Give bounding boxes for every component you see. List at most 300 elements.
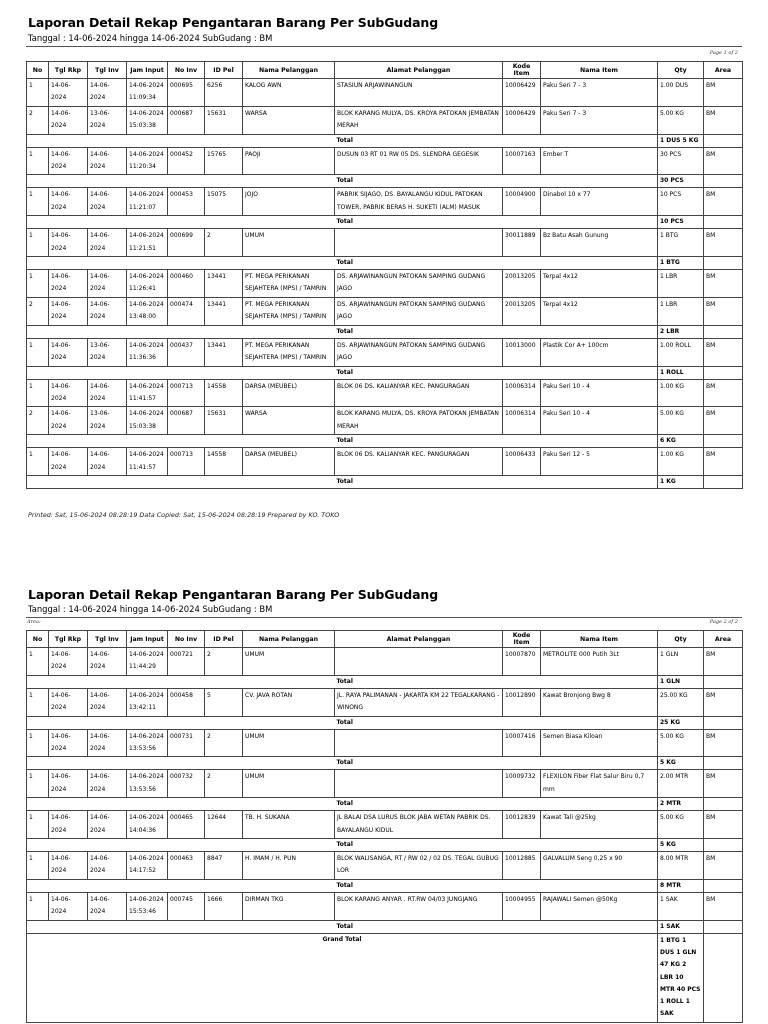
tgl-rkp-cell: 14-06-2024 — [49, 770, 88, 798]
id-pel-cell: 15631 — [205, 106, 243, 134]
alamat-pelanggan-cell: BLOK 06 DS. KALIANYAR KEC. PANGURAGAN — [335, 379, 503, 407]
group-total-row — [27, 366, 743, 379]
column-header-row-no: No — [27, 631, 49, 648]
total-label: Total — [335, 716, 658, 729]
tgl-rkp-cell: 14-06-2024 — [49, 892, 88, 920]
report-title: Laporan Detail Rekap Pengantaran Barang Per SubGudang — [28, 587, 439, 602]
no-inv-cell: 000713 — [168, 448, 205, 476]
group-total-row — [27, 798, 743, 811]
qty-cell: 5.00 KG — [658, 407, 704, 435]
tgl-rkp-cell: 14-06-2024 — [49, 688, 88, 716]
id-pel-cell: 2 — [205, 648, 243, 676]
total-qty: 5 KG — [658, 839, 704, 852]
qty-cell: 1.00 DUS — [658, 79, 704, 107]
tgl-rkp-cell: 14-06-2024 — [49, 648, 88, 676]
area-cell: BM — [704, 811, 743, 839]
jam-input-cell: 14-06-2024 11:21:07 — [127, 188, 168, 216]
printed-info: Printed: Sat, 15-06-2024 08:28:19 Data Copied: Sat, 15-06-2024 08:28:19 Prepared by KO. TOKO — [28, 511, 340, 519]
alamat-pelanggan-cell — [335, 229, 503, 257]
area-cell: BM — [704, 297, 743, 325]
group-total-row — [27, 216, 743, 229]
tgl-inv-cell: 14-06-2024 — [88, 448, 127, 476]
report-table — [26, 61, 743, 489]
table-row — [27, 106, 743, 134]
qty-cell: 5.00 KG — [658, 106, 704, 134]
column-header-nama-pelanggan: Nama Pelanggan — [243, 631, 335, 648]
table-row — [27, 811, 743, 839]
no-inv-cell: 000460 — [168, 270, 205, 298]
id-pel-cell: 12644 — [205, 811, 243, 839]
id-pel-cell: 2 — [205, 229, 243, 257]
total-label: Total — [335, 675, 658, 688]
group-total-row — [27, 879, 743, 892]
jam-input-cell: 14-06-2024 11:36:36 — [127, 338, 168, 366]
group-total-row — [27, 920, 743, 933]
jam-input-cell: 14-06-2024 11:21:51 — [127, 229, 168, 257]
table-row — [27, 892, 743, 920]
total-area — [704, 216, 743, 229]
id-pel-cell: 13441 — [205, 338, 243, 366]
table-row — [27, 79, 743, 107]
group-total-row — [27, 435, 743, 448]
report-subtitle: Tanggal : 14-06-2024 hingga 14-06-2024 SubGudang : BM — [28, 33, 273, 43]
tgl-rkp-cell: 14-06-2024 — [49, 79, 88, 107]
no-inv-cell: 000687 — [168, 106, 205, 134]
no-inv-cell: 000452 — [168, 147, 205, 175]
qty-cell: 25.00 KG — [658, 688, 704, 716]
area-cell: BM — [704, 407, 743, 435]
id-pel-cell: 13441 — [205, 297, 243, 325]
total-qty: 1 DUS 5 KG — [658, 134, 704, 147]
column-header-area: Area — [704, 62, 743, 79]
column-header-no-inv: No Inv — [168, 62, 205, 79]
total-label: Total — [335, 366, 658, 379]
nama-pelanggan-cell: PAOJI — [243, 147, 335, 175]
total-area — [704, 675, 743, 688]
tgl-inv-cell: 13-06-2024 — [88, 407, 127, 435]
nama-item-cell: Paku Seri 12 - 5 — [541, 448, 658, 476]
column-header-tgl-inv: Tgl Inv — [88, 631, 127, 648]
alamat-pelanggan-cell: BLOK WALISANGA, RT / RW 02 / 02 DS. TEGAL GUBUG LOR — [335, 852, 503, 880]
kode-item-cell: 10012885 — [503, 852, 541, 880]
total-area — [704, 366, 743, 379]
tgl-inv-cell: 13-06-2024 — [88, 338, 127, 366]
jam-input-cell: 14-06-2024 11:41:57 — [127, 379, 168, 407]
alamat-pelanggan-cell: DS. ARJAWINANGUN PATOKAN SAMPING GUDANG JAGO — [335, 297, 503, 325]
no-inv-cell: 000745 — [168, 892, 205, 920]
table-row — [27, 188, 743, 216]
tgl-inv-cell: 14-06-2024 — [88, 688, 127, 716]
total-qty: 2 LBR — [658, 325, 704, 338]
total-qty: 6 KG — [658, 435, 704, 448]
tgl-inv-cell: 14-06-2024 — [88, 770, 127, 798]
group-total-row — [27, 675, 743, 688]
tgl-inv-cell: 13-06-2024 — [88, 106, 127, 134]
kode-item-cell: 10007870 — [503, 648, 541, 676]
row-no: 1 — [27, 338, 49, 366]
nama-pelanggan-cell: PT. MEGA PERIKANAN SEJAHTERA (MPS) / TAMRIN — [243, 338, 335, 366]
page-number: Page 1 of 2 — [709, 50, 738, 56]
no-inv-cell: 000713 — [168, 379, 205, 407]
alamat-pelanggan-cell: JL. RAYA PALIMANAN - JAKARTA KM 22 TEGALKARANG - WINONG — [335, 688, 503, 716]
no-inv-cell: 000687 — [168, 407, 205, 435]
tgl-inv-cell: 14-06-2024 — [88, 79, 127, 107]
row-no: 1 — [27, 448, 49, 476]
column-header-tgl-rkp: Tgl Rkp — [49, 62, 88, 79]
nama-pelanggan-cell: CV. JAVA ROTAN — [243, 688, 335, 716]
kode-item-cell: 10013000 — [503, 338, 541, 366]
jam-input-cell: 14-06-2024 15:03:38 — [127, 407, 168, 435]
total-spacer — [27, 257, 335, 270]
table-header-row — [27, 62, 743, 79]
column-header-qty: Qty — [658, 631, 704, 648]
row-no: 1 — [27, 729, 49, 757]
nama-item-cell: Kawat Tali @25kg — [541, 811, 658, 839]
tgl-rkp-cell: 14-06-2024 — [49, 270, 88, 298]
nama-item-cell: Paku Seri 10 - 4 — [541, 379, 658, 407]
nama-pelanggan-cell: JOJO — [243, 188, 335, 216]
jam-input-cell: 14-06-2024 14:17:52 — [127, 852, 168, 880]
area-cell: BM — [704, 188, 743, 216]
grand-total-line: SAK — [660, 1010, 674, 1018]
nama-item-cell: Ember T — [541, 147, 658, 175]
total-spacer — [27, 798, 335, 811]
alamat-pelanggan-cell: BLOK KARANG MULYA, DS. KROYA PATOKAN JEMBATAN MERAH — [335, 407, 503, 435]
row-no: 1 — [27, 229, 49, 257]
qty-cell: 1 BTG — [658, 229, 704, 257]
tgl-rkp-cell: 14-06-2024 — [49, 379, 88, 407]
total-label: Total — [335, 325, 658, 338]
id-pel-cell: 14558 — [205, 379, 243, 407]
jam-input-cell: 14-06-2024 13:53:56 — [127, 729, 168, 757]
tgl-inv-cell: 14-06-2024 — [88, 270, 127, 298]
group-total-row — [27, 134, 743, 147]
total-qty: 1 SAK — [658, 920, 704, 933]
total-qty: 10 PCS — [658, 216, 704, 229]
id-pel-cell: 15075 — [205, 188, 243, 216]
row-no: 1 — [27, 852, 49, 880]
nama-pelanggan-cell: PT. MEGA PERIKANAN SEJAHTERA (MPS) / TAMRIN — [243, 297, 335, 325]
qty-cell: 1.00 KG — [658, 448, 704, 476]
tgl-inv-cell: 14-06-2024 — [88, 188, 127, 216]
column-header-tgl-rkp: Tgl Rkp — [49, 631, 88, 648]
id-pel-cell: 5 — [205, 688, 243, 716]
group-total-row — [27, 757, 743, 770]
total-area — [704, 798, 743, 811]
total-label: Total — [335, 216, 658, 229]
no-inv-cell: 000465 — [168, 811, 205, 839]
kode-item-cell: 10004955 — [503, 892, 541, 920]
total-area — [704, 475, 743, 488]
total-spacer — [27, 716, 335, 729]
column-header-alamat-pelanggan: Alamat Pelanggan — [335, 62, 503, 79]
area-cell: BM — [704, 448, 743, 476]
total-qty: 1 ROLL — [658, 366, 704, 379]
total-area — [704, 134, 743, 147]
nama-pelanggan-cell: KALOG AWN — [243, 79, 335, 107]
total-qty: 25 KG — [658, 716, 704, 729]
id-pel-cell: 2 — [205, 770, 243, 798]
jam-input-cell: 14-06-2024 13:42:11 — [127, 688, 168, 716]
column-header-nama-pelanggan: Nama Pelanggan — [243, 62, 335, 79]
table-row — [27, 338, 743, 366]
group-total-row — [27, 325, 743, 338]
page-number: Page 2 of 2 — [709, 619, 738, 625]
row-no: 1 — [27, 147, 49, 175]
total-area — [704, 920, 743, 933]
group-total-row — [27, 716, 743, 729]
nama-item-cell: Paku Seri 7 - 3 — [541, 106, 658, 134]
nama-pelanggan-cell: UMUM — [243, 729, 335, 757]
row-no: 1 — [27, 811, 49, 839]
nama-item-cell: Paku Seri 7 - 3 — [541, 79, 658, 107]
column-header-nama-item: Nama Item — [541, 631, 658, 648]
tgl-inv-cell: 14-06-2024 — [88, 648, 127, 676]
column-header-kode-item: Kode Item — [503, 631, 541, 648]
tgl-rkp-cell: 14-06-2024 — [49, 188, 88, 216]
total-area — [704, 839, 743, 852]
alamat-pelanggan-cell — [335, 729, 503, 757]
kode-item-cell: 30011889 — [503, 229, 541, 257]
grand-total-area — [704, 933, 743, 1022]
area-cell: BM — [704, 229, 743, 257]
area-cell: BM — [704, 147, 743, 175]
column-header-tgl-inv: Tgl Inv — [88, 62, 127, 79]
nama-pelanggan-cell: UMUM — [243, 770, 335, 798]
kode-item-cell: 10012839 — [503, 811, 541, 839]
qty-cell: 8.00 MTR — [658, 852, 704, 880]
kode-item-cell: 10004900 — [503, 188, 541, 216]
grand-total-label: Grand Total — [27, 933, 658, 1022]
total-area — [704, 757, 743, 770]
grand-total-line: 1 ROLL 1 — [660, 998, 690, 1006]
total-qty: 1 BTG — [658, 257, 704, 270]
row-no: 1 — [27, 688, 49, 716]
total-spacer — [27, 175, 335, 188]
area-cell: BM — [704, 379, 743, 407]
kode-item-cell: 10006429 — [503, 106, 541, 134]
no-inv-cell: 000731 — [168, 729, 205, 757]
table-row — [27, 648, 743, 676]
tgl-inv-cell: 14-06-2024 — [88, 229, 127, 257]
kode-item-cell: 20013205 — [503, 270, 541, 298]
qty-cell: 30 PCS — [658, 147, 704, 175]
kode-item-cell: 10006429 — [503, 79, 541, 107]
total-qty: 2 MTR — [658, 798, 704, 811]
total-label: Total — [335, 757, 658, 770]
tgl-inv-cell: 14-06-2024 — [88, 379, 127, 407]
tgl-rkp-cell: 14-06-2024 — [49, 147, 88, 175]
total-label: Total — [335, 257, 658, 270]
grand-total-line: 1 BTG 1 — [660, 936, 687, 944]
nama-pelanggan-cell: WARSA — [243, 407, 335, 435]
report-subtitle: Tanggal : 14-06-2024 hingga 14-06-2024 SubGudang : BM — [28, 604, 273, 614]
nama-item-cell: Semen Biasa Kiloan — [541, 729, 658, 757]
table-row — [27, 688, 743, 716]
group-total-row — [27, 839, 743, 852]
alamat-pelanggan-cell — [335, 770, 503, 798]
table-row — [27, 270, 743, 298]
total-spacer — [27, 475, 335, 488]
tgl-rkp-cell: 14-06-2024 — [49, 338, 88, 366]
area-cell: BM — [704, 729, 743, 757]
nama-pelanggan-cell: UMUM — [243, 229, 335, 257]
nama-pelanggan-cell: DARSA (MEUBEL) — [243, 379, 335, 407]
jam-input-cell: 14-06-2024 13:48:00 — [127, 297, 168, 325]
tgl-rkp-cell: 14-06-2024 — [49, 448, 88, 476]
area-cell: BM — [704, 770, 743, 798]
qty-cell: 10 PCS — [658, 188, 704, 216]
total-area — [704, 716, 743, 729]
group-total-row — [27, 257, 743, 270]
jam-input-cell: 14-06-2024 11:26:41 — [127, 270, 168, 298]
row-no: 1 — [27, 79, 49, 107]
tgl-inv-cell: 14-06-2024 — [88, 297, 127, 325]
nama-item-cell: Plastik Cor A+ 100cm — [541, 338, 658, 366]
total-label: Total — [335, 134, 658, 147]
tgl-rkp-cell: 14-06-2024 — [49, 729, 88, 757]
header-rule — [26, 617, 742, 618]
jam-input-cell: 14-06-2024 11:20:34 — [127, 147, 168, 175]
column-header-no-inv: No Inv — [168, 631, 205, 648]
grand-total-line: 47 KG 2 — [660, 961, 687, 969]
nama-item-cell: METROLITE 000 Putih 3Lt — [541, 648, 658, 676]
alamat-pelanggan-cell: BLOK KARANG MULYA, DS. KROYA PATOKAN JEMBATAN MERAH — [335, 106, 503, 134]
column-header-kode-item: Kode Item — [503, 62, 541, 79]
row-no: 1 — [27, 270, 49, 298]
total-label: Total — [335, 839, 658, 852]
column-header-jam-input: Jam Input — [127, 631, 168, 648]
grand-total-line: DUS 1 GLN — [660, 948, 697, 956]
nama-pelanggan-cell: WARSA — [243, 106, 335, 134]
tgl-rkp-cell: 14-06-2024 — [49, 852, 88, 880]
area-cell: BM — [704, 79, 743, 107]
total-label: Total — [335, 175, 658, 188]
area-cell: BM — [704, 648, 743, 676]
alamat-pelanggan-cell: STASIUN ARJAWINANGUN — [335, 79, 503, 107]
area-cell: BM — [704, 892, 743, 920]
area-cell: BM — [704, 688, 743, 716]
kode-item-cell: 10007163 — [503, 147, 541, 175]
group-total-row — [27, 175, 743, 188]
jam-input-cell: 14-06-2024 15:03:38 — [127, 106, 168, 134]
table-row — [27, 297, 743, 325]
column-header-qty: Qty — [658, 62, 704, 79]
row-no: 1 — [27, 770, 49, 798]
total-spacer — [27, 366, 335, 379]
total-label: Total — [335, 798, 658, 811]
no-inv-cell: 000732 — [168, 770, 205, 798]
tgl-rkp-cell: 14-06-2024 — [49, 811, 88, 839]
qty-cell: 5.00 KG — [658, 729, 704, 757]
tgl-inv-cell: 14-06-2024 — [88, 892, 127, 920]
no-inv-cell: 000458 — [168, 688, 205, 716]
id-pel-cell: 13441 — [205, 270, 243, 298]
group-total-row — [27, 475, 743, 488]
nama-item-cell: Paku Seri 10 - 4 — [541, 407, 658, 435]
total-spacer — [27, 675, 335, 688]
grand-total-values — [658, 933, 704, 1022]
total-area — [704, 435, 743, 448]
id-pel-cell: 15765 — [205, 147, 243, 175]
row-no: 1 — [27, 379, 49, 407]
alamat-pelanggan-cell: BLOK 06 DS. KALIANYAR KEC. PANGURAGAN — [335, 448, 503, 476]
jam-input-cell: 14-06-2024 13:53:56 — [127, 770, 168, 798]
total-qty: 30 PCS — [658, 175, 704, 188]
tgl-inv-cell: 14-06-2024 — [88, 811, 127, 839]
nama-item-cell: Terpal 4x12 — [541, 297, 658, 325]
total-spacer — [27, 839, 335, 852]
total-spacer — [27, 325, 335, 338]
qty-cell: 1 LBR — [658, 297, 704, 325]
total-label: Total — [335, 435, 658, 448]
table-header-row — [27, 631, 743, 648]
column-header-nama-item: Nama Item — [541, 62, 658, 79]
nama-item-cell: RAJAWALI Semen @50Kg — [541, 892, 658, 920]
column-header-id-pel: ID Pel — [205, 62, 243, 79]
no-inv-cell: 000453 — [168, 188, 205, 216]
grand-total-line: MTR 40 PCS — [660, 985, 701, 993]
kode-item-cell: 10009732 — [503, 770, 541, 798]
row-no: 1 — [27, 188, 49, 216]
no-inv-cell: 000699 — [168, 229, 205, 257]
area-cell: BM — [704, 106, 743, 134]
qty-cell: 1.00 KG — [658, 379, 704, 407]
nama-pelanggan-cell: H. IMAM / H. PUN — [243, 852, 335, 880]
qty-cell: 2.00 MTR — [658, 770, 704, 798]
table-row — [27, 729, 743, 757]
column-header-area: Area — [704, 631, 743, 648]
alamat-pelanggan-cell: DS. ARJAWINANGUN PATOKAN SAMPING GUDANG JAGO — [335, 270, 503, 298]
row-no: 2 — [27, 297, 49, 325]
header-rule — [26, 46, 742, 47]
total-label: Total — [335, 920, 658, 933]
area-cell: BM — [704, 338, 743, 366]
tgl-inv-cell: 14-06-2024 — [88, 729, 127, 757]
qty-cell: 1 SAK — [658, 892, 704, 920]
no-inv-cell: 000695 — [168, 79, 205, 107]
row-no: 1 — [27, 892, 49, 920]
table-row — [27, 770, 743, 798]
area-cell: BM — [704, 852, 743, 880]
tgl-inv-cell: 14-06-2024 — [88, 852, 127, 880]
qty-cell: 1 GLN — [658, 648, 704, 676]
total-label: Total — [335, 475, 658, 488]
nama-pelanggan-cell: PT. MEGA PERIKANAN SEJAHTERA (MPS) / TAMRIN — [243, 270, 335, 298]
kode-item-cell: 20013205 — [503, 297, 541, 325]
id-pel-cell: 8847 — [205, 852, 243, 880]
table-row — [27, 379, 743, 407]
nama-pelanggan-cell: UMUM — [243, 648, 335, 676]
no-inv-cell: 000437 — [168, 338, 205, 366]
total-area — [704, 879, 743, 892]
row-no: 1 — [27, 648, 49, 676]
table-row — [27, 448, 743, 476]
total-qty: 1 KG — [658, 475, 704, 488]
total-spacer — [27, 757, 335, 770]
column-header-jam-input: Jam Input — [127, 62, 168, 79]
id-pel-cell: 15631 — [205, 407, 243, 435]
nama-pelanggan-cell: TB. H. SUKANA — [243, 811, 335, 839]
report-title: Laporan Detail Rekap Pengantaran Barang Per SubGudang — [28, 15, 439, 30]
total-area — [704, 175, 743, 188]
report-table — [26, 630, 743, 1023]
row-no: 2 — [27, 106, 49, 134]
kode-item-cell: 10012890 — [503, 688, 541, 716]
nama-pelanggan-cell: DIRMAN TKG — [243, 892, 335, 920]
jam-input-cell: 14-06-2024 11:44:29 — [127, 648, 168, 676]
id-pel-cell: 14558 — [205, 448, 243, 476]
